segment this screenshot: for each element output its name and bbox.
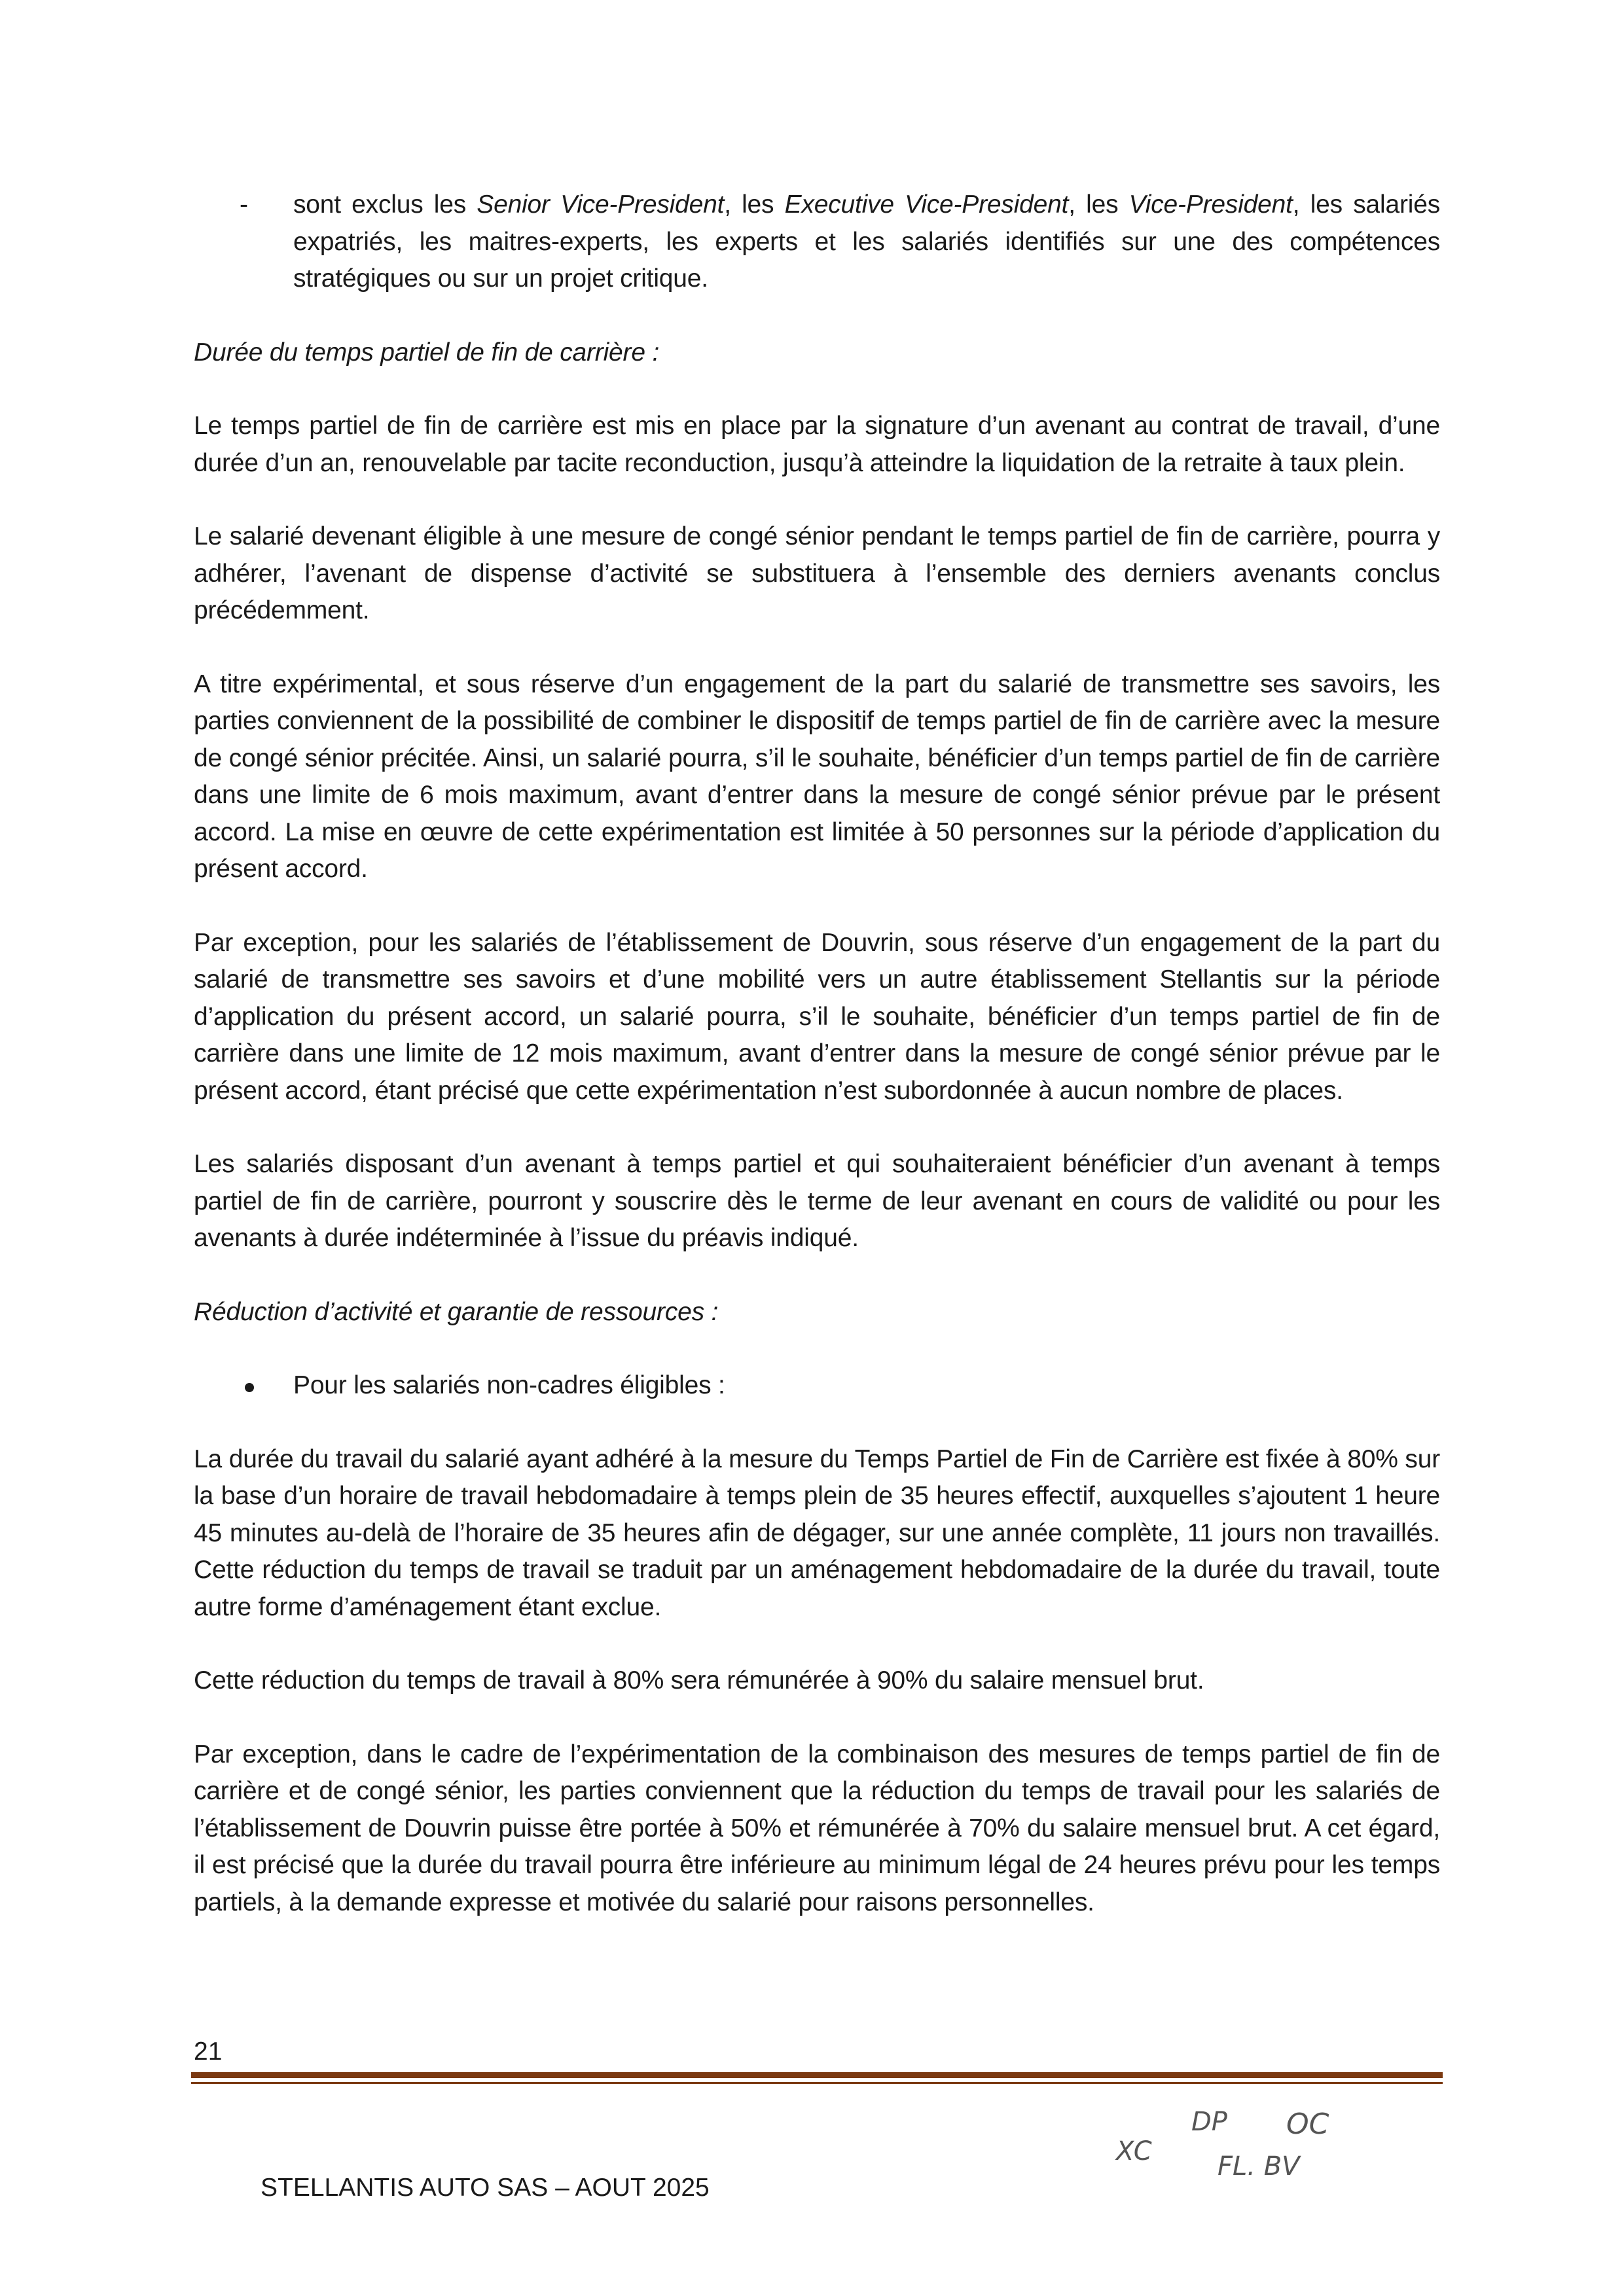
initials-dp: DP: [1191, 2107, 1227, 2137]
handwritten-initials: [1113, 2098, 1388, 2183]
exclusion-text-d: Executive Vice-President: [784, 190, 1069, 219]
dash-marker: -: [240, 190, 248, 219]
footer-company: STELLANTIS AUTO SAS – AOUT 2025: [261, 2174, 710, 2202]
paragraph: Cette réduction du temps de travail à 80% sera rémunérée à 90% du salaire mensuel brut.: [194, 1666, 1204, 1695]
initials-xc: XC: [1116, 2136, 1152, 2166]
exclusion-text-e: , les: [1068, 190, 1129, 219]
document-body: [194, 187, 1440, 1958]
exclusion-text-a: sont exclus les: [293, 190, 477, 219]
footer-rule-thin: [191, 2082, 1443, 2084]
paragraph: A titre expérimental, et sous réserve d’un engagement de la part du salarié de transmettre ses savoirs, les parties conviennent de la possibilité de combiner le dispositif de temps partiel de fin de carrière avec la mesure de congé sénior précitée. Ainsi, un salarié pourra, s’il le souhaite, bénéficier d’un temps partiel de fin de carrière dans une limite de 6 mois maximum, avant d’entrer dans la mesure de congé sénior prévue par le présent accord. La mise en œuvre de cette expérimentation est limitée à 50 personnes sur la période d’application du présent accord.: [194, 670, 1440, 883]
paragraph: Le temps partiel de fin de carrière est mis en place par la signature d’un avenant au contrat de travail, d’une durée d’un an, renouvelable par tacite reconduction, jusqu’à atteindre la liquidation de la retraite à taux plein.: [194, 412, 1440, 477]
exclusion-list-item: [194, 187, 1440, 298]
paragraph: Le salarié devenant éligible à une mesure de congé sénior pendant le temps partiel de fin de carrière, pourra y adhérer, l’avenant de dispense d’activité se substituera à l’ensemble des derniers avenants conclus précédemment.: [194, 522, 1440, 624]
paragraph: La durée du travail du salarié ayant adhéré à la mesure du Temps Partiel de Fin de Carrière est fixée à 80% sur la base d’un horaire de travail hebdomadaire à temps plein de 35 heures effectif, auxquelles s’ajoutent 1 heure 45 minutes au-delà de l’horaire de 35 heures afin de dégager, sur une année complète, 11 jours non travaillés. Cette réduction du temps de travail se traduit par un aménagement hebdomadaire de la durée du travail, toute autre forme d’aménagement étant exclue.: [194, 1444, 1440, 1621]
initials-fl-bv: FL. BV: [1218, 2151, 1300, 2181]
section-heading-reduction: Réduction d’activité et garantie de ressources :: [194, 1297, 719, 1326]
exclusion-text-f: Vice-President: [1128, 190, 1293, 219]
section-heading-duree: Durée du temps partiel de fin de carrière :: [194, 338, 660, 367]
exclusion-text-b: Senior Vice-President: [477, 190, 725, 219]
paragraph: Par exception, dans le cadre de l’expérimentation de la combinaison des mesures de temps partiel de fin de carrière et de congé sénior, les parties conviennent que la réduction du temps de travail pour les salariés de l’établissement de Douvrin puisse être portée à 50% et rémunérée à 70% du salaire mensuel brut. A cet égard, il est précisé que la durée du travail pourra être inférieure au minimum légal de 24 heures prévu pour les temps partiels, à la demande expresse et motivée du salarié pour raisons personnelles.: [194, 1740, 1440, 1916]
footer-rule-thick: [191, 2072, 1443, 2078]
bullet-dot-icon: [245, 1383, 254, 1392]
exclusion-text-g: , les salariés expatriés, les maitres-experts, les experts et les salariés identifiés sur une des compétences stratégiques ou sur un projet critique.: [293, 190, 1440, 293]
bullet-list-item: [194, 1367, 1440, 1405]
exclusion-text-c: , les: [724, 190, 785, 219]
page-number: 21: [194, 2037, 223, 2066]
paragraph: Les salariés disposant d’un avenant à temps partiel et qui souhaiteraient bénéficier d’un avenant à temps partiel de fin de carrière, pourront y souscrire dès le terme de leur avenant en cours de validité ou pour les avenants à durée indéterminée à l’issue du préavis indiqué.: [194, 1150, 1440, 1252]
bullet-label: Pour les salariés non-cadres éligibles :: [293, 1371, 725, 1399]
initials-oc: OC: [1286, 2108, 1329, 2141]
paragraph: Par exception, pour les salariés de l’établissement de Douvrin, sous réserve d’un engagement de la part du salarié de transmettre ses savoirs et d’une mobilité vers un autre établissement Stellantis sur la période d’application du présent accord, un salarié pourra, s’il le souhaite, bénéficier d’un temps partiel de fin de carrière dans une limite de 12 mois maximum, avant d’entrer dans la mesure de congé sénior prévue par le présent accord, étant précisé que cette expérimentation n’est subordonnée à aucun nombre de places.: [194, 928, 1440, 1105]
